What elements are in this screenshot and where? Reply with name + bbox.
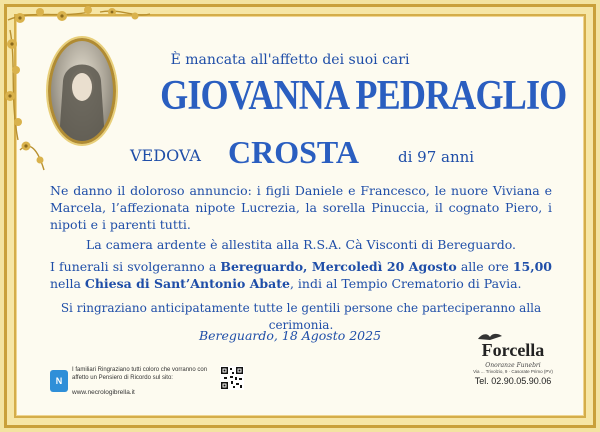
thanks-paragraph: Si ringraziano anticipatamente tutte le gentili persone che parteciperanno alla cerimonia. <box>60 301 542 332</box>
widow-surname: CROSTA <box>228 134 359 170</box>
funeral-mid: alle ore <box>456 259 513 274</box>
chapel-paragraph: La camera ardente è allestita alla R.S.A. Cà Visconti di Bereguardo. <box>86 237 516 252</box>
age: di 97 anni <box>398 148 475 166</box>
widow-line <box>130 134 550 170</box>
app-icon[interactable]: N <box>50 370 68 392</box>
widow-label: VEDOVA <box>130 146 201 165</box>
madonna-portrait-icon <box>48 38 116 144</box>
brand-telephone: Tel. 02.90.05.90.06 <box>474 376 552 386</box>
brand-name: Forcella <box>481 340 545 360</box>
funeral-place-date: Bereguardo, Mercoledì 20 Agosto <box>220 259 457 274</box>
brand-address: Via ... Trivolzio, 9 · Casorate Primo (PV) <box>473 369 553 374</box>
funeral-mid2: nella <box>50 276 85 291</box>
funeral-paragraph <box>50 258 552 292</box>
funeral-time: 15,00 <box>512 259 552 274</box>
qr-code-icon[interactable] <box>220 366 244 390</box>
announcement-paragraph: Ne danno il doloroso annuncio: i figli Daniele e Francesco, le nuore Viviana e Marcela, l’affezionata nipote Lucrezia, la sorella Pinuccia, il cognato Piero, i nipoti e i parenti tutti. <box>50 183 552 232</box>
funeral-suffix: , indi al Tempio Crematorio di Pavia. <box>289 276 522 291</box>
qr-note: I familiari Ringraziano tutti coloro che vorranno con affetto un Pensiero di Ricordo sul sito: <box>72 367 208 381</box>
deceased-name: GIOVANNA PEDRAGLIO <box>160 73 567 119</box>
intro-line: È mancata all'affetto dei suoi cari <box>170 52 410 68</box>
memorial-qr-block <box>50 366 250 406</box>
brand-tagline: Onoranze Funebri <box>485 362 541 369</box>
funeral-church: Chiesa di Sant’Antonio Abate <box>84 276 290 291</box>
date-line: Bereguardo, 18 Agosto 2025 <box>198 328 382 343</box>
funeral-prefix: I funerali si svolgeranno a <box>50 259 221 274</box>
qr-url-link[interactable]: www.necrologibrella.it <box>72 389 135 396</box>
